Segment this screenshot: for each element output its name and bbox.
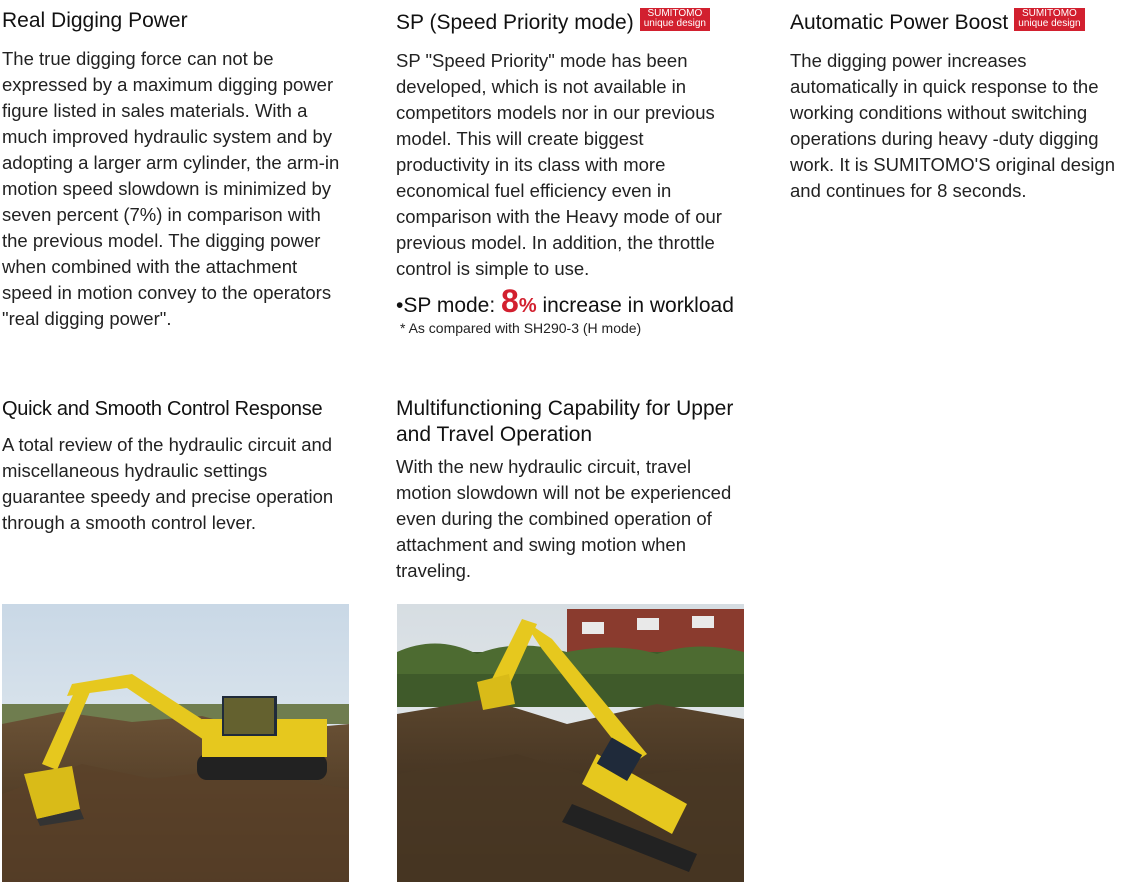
section-sp-mode: [396, 8, 766, 337]
section-heading: Real Digging Power: [2, 9, 188, 32]
sumitomo-unique-design-badge: [1014, 8, 1084, 31]
section-multifunctioning: [396, 396, 746, 584]
section-quick-smooth-control: [2, 396, 372, 536]
section-heading: [396, 8, 766, 36]
section-heading-text: Automatic Power Boost: [790, 11, 1009, 34]
section-automatic-power-boost: [790, 8, 1138, 204]
section-body: The true digging force can not be expressed by a maximum digging power figure listed in sales materials. With a much improved hydraulic system and by adopting a larger arm cylinder, the arm-in motion speed slowdown is minimized by seven percent (7%) in comparison with the previous model. The digging power when combined with the attachment speed in motion convey to the operators "real digging power".: [2, 48, 340, 329]
section-body: SP "Speed Priority" mode has been developed, which is not available in competitors models nor in our previous model. This will create biggest productivity in its class with more economical fuel efficiency even in comparison with the Heavy mode of our previous model. In addition, the throttle control is simple to use.: [396, 50, 722, 279]
sp-mode-prefix: •SP mode:: [396, 294, 502, 317]
badge-line-1: SUMITOMO: [647, 8, 703, 19]
sp-mode-unit: %: [518, 295, 537, 317]
section-body: With the new hydraulic circuit, travel motion slowdown will not be experienced even during the combined operation of attachment and swing motion when traveling.: [396, 456, 732, 581]
badge-line-1: SUMITOMO: [1021, 8, 1077, 19]
badge-line-2: unique design: [643, 18, 706, 29]
sp-mode-highlight: [396, 283, 766, 319]
section-body: A total review of the hydraulic circuit and miscellaneous hydraulic settings guarantee speedy and precise operation through a smooth control lever.: [2, 434, 334, 533]
section-heading: Multifunctioning Capability for Upper and Travel Operation: [396, 397, 734, 446]
sumitomo-unique-design-badge: [640, 8, 710, 31]
section-heading: Quick and Smooth Control Response: [2, 398, 323, 420]
section-real-digging-power: [2, 8, 362, 332]
section-heading: [790, 8, 1138, 36]
excavator-photo-digging: [2, 604, 349, 882]
section-heading-text: SP (Speed Priority mode): [396, 11, 634, 34]
excavator-photo-slope: [397, 604, 744, 882]
sp-mode-value: 8: [501, 283, 519, 319]
badge-line-2: unique design: [1018, 18, 1081, 29]
sp-mode-footnote: * As compared with SH290-3 (H mode): [400, 320, 642, 336]
sp-mode-suffix: increase in workload: [536, 294, 734, 317]
section-body: The digging power increases automatically in quick response to the working conditions without switching operations during heavy -duty digging work. It is SUMITOMO'S original design and continues for 8 seconds.: [790, 50, 1115, 201]
